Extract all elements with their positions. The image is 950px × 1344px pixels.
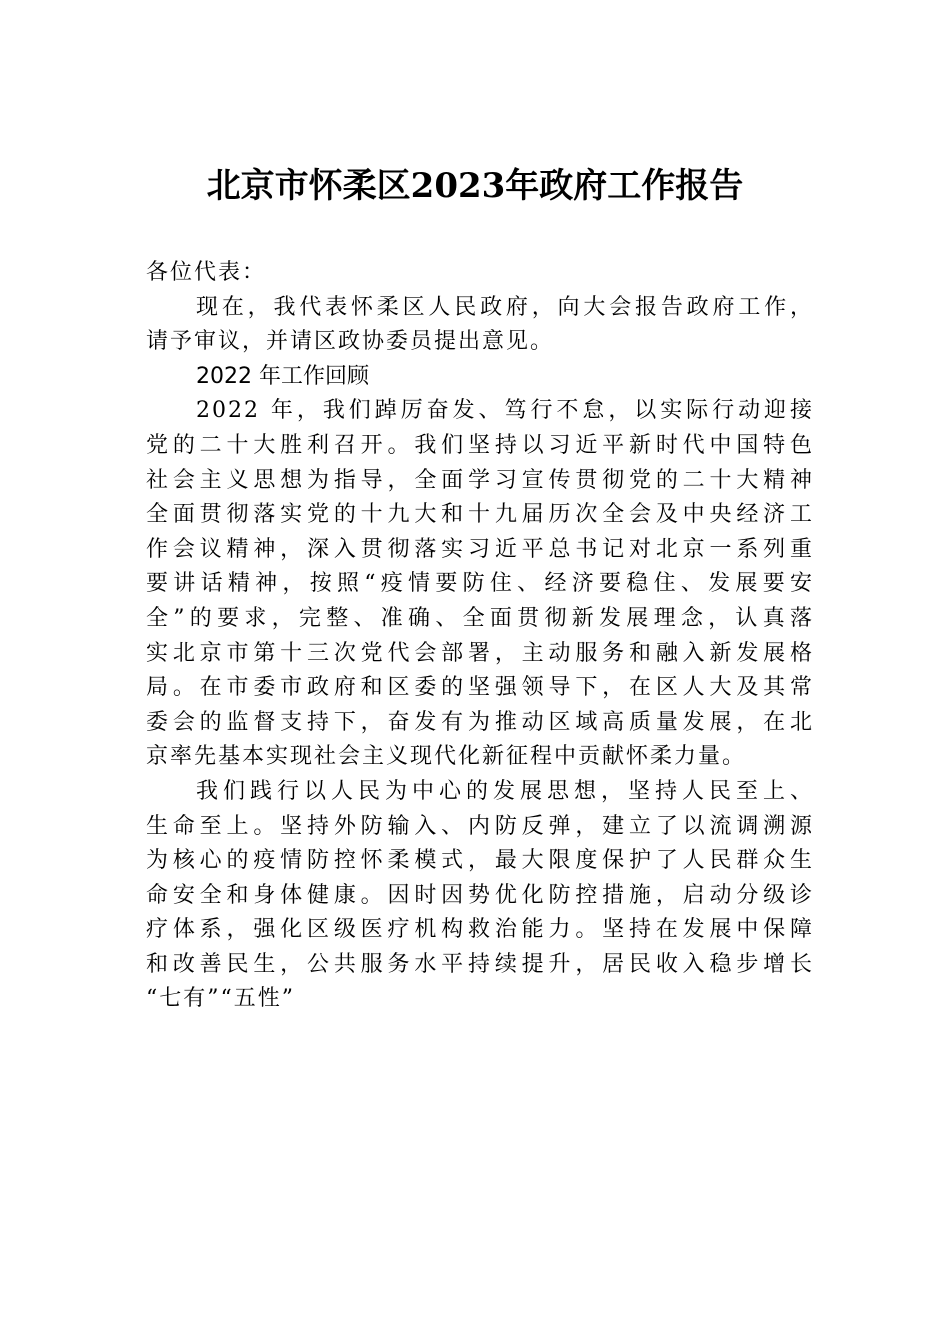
paragraph-3-line-6: 和改善民生，公共服务水平持续提升，居民收入稳步增长 [146, 951, 814, 977]
paragraph-3-line-4: 命安全和身体健康。因时因势优化防控措施，启动分级诊 [146, 882, 814, 908]
paragraph-1-line-2: 请予审议，并请区政协委员提出意见。 [146, 329, 555, 355]
paragraph-3-line-3: 为核心的疫情防控怀柔模式，最大限度保护了人民群众生 [146, 848, 814, 874]
paragraph-2-line-8: 实北京市第十三次党代会部署，主动服务和融入新发展格 [146, 640, 814, 666]
paragraph-3-line-2: 生命至上。坚持外防输入、内防反弹，建立了以流调溯源 [146, 813, 814, 839]
paragraph-2-line-5: 作会议精神，深入贯彻落实习近平总书记对北京一系列重 [146, 536, 814, 562]
paragraph-2-line-11: 京率先基本实现社会主义现代化新征程中贡献怀柔力量。 [146, 744, 747, 770]
paragraph-3-line-1: 我们践行以人民为中心的发展思想，坚持人民至上、 [196, 778, 814, 804]
document-title: 北京市怀柔区2023年政府工作报告 [206, 166, 744, 206]
paragraph-3-line-7: “七有”“五性” [146, 986, 295, 1012]
paragraph-2-line-9: 局。在市委市政府和区委的坚强领导下，在区人大及其常 [146, 675, 814, 701]
document-body [146, 256, 814, 1017]
paragraph-2-line-2: 党的二十大胜利召开。我们坚持以习近平新时代中国特色 [146, 432, 814, 458]
paragraph-2-line-6: 要讲话精神，按照“疫情要防住、经济要稳住、发展要安 [146, 571, 814, 597]
paragraph-3-line-5: 疗体系，强化区级医疗机构救治能力。坚持在发展中保障 [146, 917, 814, 943]
paragraph-2-line-1: 2022 年，我们踔厉奋发、笃行不怠，以实际行动迎接 [196, 398, 814, 424]
paragraph-1-line-1: 现在，我代表怀柔区人民政府，向大会报告政府工作， [196, 294, 814, 320]
section-heading: 2022 年工作回顾 [196, 363, 369, 389]
paragraph-2-line-7: 全”的要求，完整、准确、全面贯彻新发展理念，认真落 [146, 605, 814, 631]
paragraph-2-line-4: 全面贯彻落实党的十九大和十九届历次全会及中央经济工 [146, 502, 814, 528]
salutation: 各位代表： [146, 260, 267, 285]
paragraph-2-line-3: 社会主义思想为指导，全面学习宣传贯彻党的二十大精神 [146, 467, 814, 493]
paragraph-2-line-10: 委会的监督支持下，奋发有为推动区域高质量发展，在北 [146, 709, 814, 735]
